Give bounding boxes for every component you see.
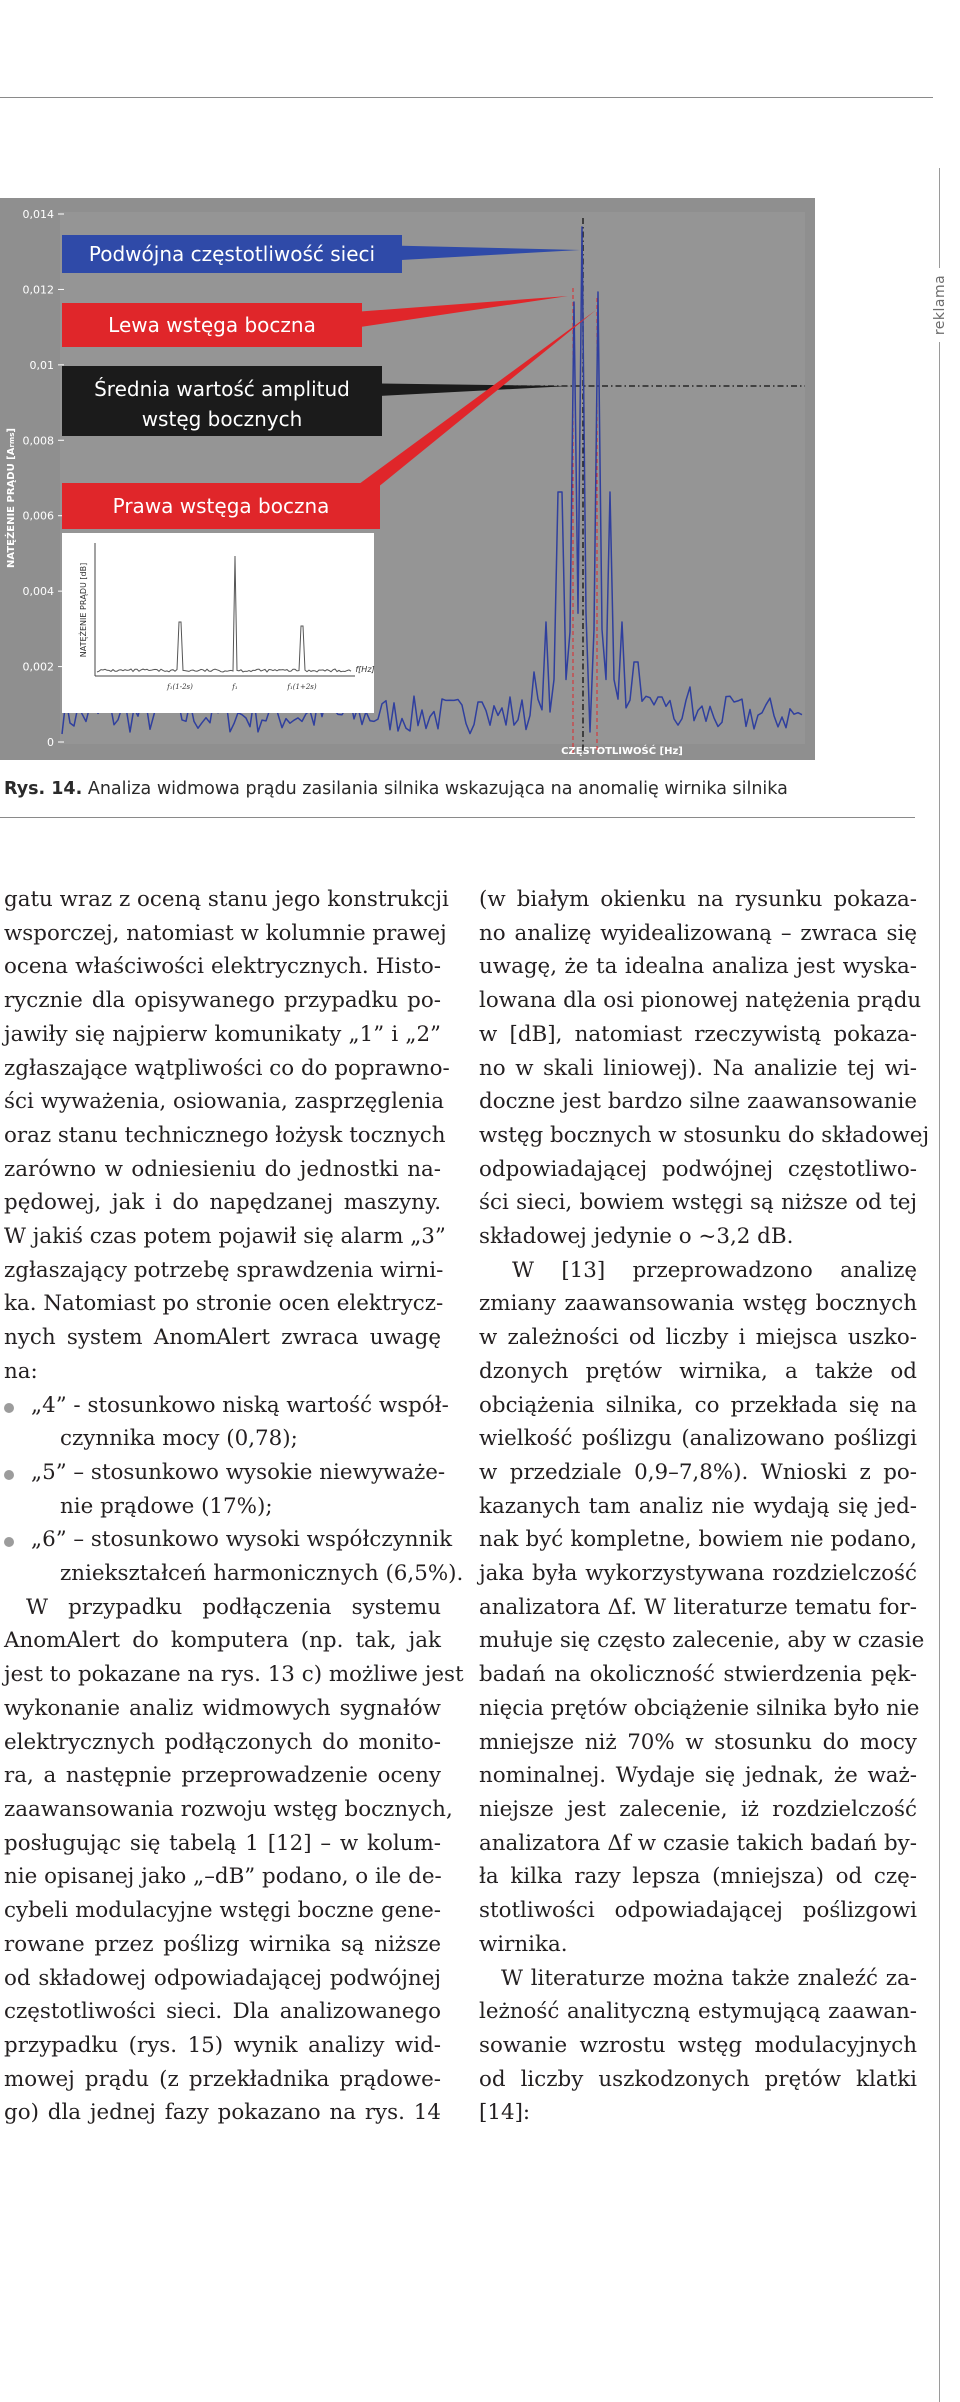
paragraph-line: przypadku (rys. 15) wynik analizy wid- <box>4 2032 441 2058</box>
paragraph-line: doczne jest bardzo silne zaawansowanie <box>479 1089 917 1115</box>
paragraph-line: W [13] przeprowadzono analizę <box>512 1257 917 1283</box>
y-tick-label: 0,008 <box>22 434 54 448</box>
paragraph-line: cybeli modulacyjne wstęgi boczne gene- <box>4 1898 441 1924</box>
paragraph-line: oraz stanu technicznego łożysk tocznych <box>4 1122 446 1148</box>
y-axis-title: NATĘŻENIE PRĄDU [Arms] <box>6 428 17 568</box>
mean-amplitude-label-1: Średnia wartość amplitud <box>94 377 350 401</box>
paragraph-line: ści sieci, bowiem wstęgi są niższe od tej <box>479 1190 917 1216</box>
caption-rule <box>0 817 915 818</box>
bullet-item: „5” – stosunkowo wysokie niewyważe- <box>4 1456 441 1490</box>
paragraph-line: lowana dla osi pionowej natężenia prądu <box>479 988 922 1014</box>
paragraph-line: niejsze jest zalecenie, iż rozdzielczość <box>479 1796 917 1822</box>
paragraph-line: no analizę wyidealizowaną – zwraca się <box>479 920 917 946</box>
paragraph-line: zaawansowania rozwoju wstęg bocznych, <box>4 1796 453 1822</box>
paragraph-line: rowane przez poślizg wirnika są niższe <box>4 1931 441 1957</box>
paragraph-line: no w skali liniowej). Na analizie tej wi- <box>479 1055 917 1081</box>
left-band-label: Lewa wstęga boczna <box>108 313 316 337</box>
y-tick-label: 0,014 <box>22 208 54 221</box>
paragraph-line: (w białym okienku na rysunku pokaza- <box>479 887 917 912</box>
y-tick-label: 0,002 <box>22 660 54 674</box>
paragraph-line: zarówno w odniesieniu do jednostki na- <box>4 1156 441 1182</box>
paragraph-line: jaka była wykorzystywana rozdzielczość <box>479 1561 917 1587</box>
paragraph-line: sowanie wzrostu wstęg modulacyjnych <box>479 2032 917 2058</box>
paragraph-line: obciążenia silnika, co przekłada się na <box>479 1392 917 1418</box>
paragraph-line: go) dla jednej fazy pokazano na rys. 14 <box>4 2100 441 2126</box>
inset-y-label: NATĘŻENIE PRĄDU [dB] <box>79 562 88 658</box>
bullet-continuation: nie prądowe (17%); <box>60 1493 273 1519</box>
paragraph-line: ka. Natomiast po stronie ocen elektrycz- <box>4 1291 444 1317</box>
inset-x-label: f[Hz] <box>355 665 375 674</box>
paragraph-line: od składowej odpowiadającej podwójnej <box>4 1965 441 1991</box>
paragraph-line: zmiany zaawansowania wstęg bocznych <box>479 1291 917 1317</box>
paragraph-line: nych system AnomAlert zwraca uwagę <box>4 1325 441 1351</box>
paragraph-line: W literaturze można także znaleźć za- <box>501 1965 917 1991</box>
paragraph-line: jest to pokazane na rys. 13 c) możliwe jest <box>4 1662 464 1688</box>
spectrum-figure <box>0 198 815 760</box>
paragraph-line: leżność analityczną estymującą zaawan- <box>479 1999 917 2025</box>
y-tick-label: 0,004 <box>22 585 54 599</box>
right-text-column <box>479 883 930 2130</box>
paragraph-line: w przedziale 0,9–7,8%). Wnioski z po- <box>479 1459 917 1485</box>
paragraph-line: na: <box>4 1358 38 1384</box>
paragraph-line: w zależności od liczby i miejsca uszko- <box>479 1325 917 1351</box>
paragraph-line: rycznie dla opisywanego przypadku po- <box>4 988 441 1014</box>
paragraph-line: wirnika. <box>479 1931 568 1957</box>
mean-amplitude-label-2: wstęg bocznych <box>141 407 303 431</box>
caption-label: Rys. 14. <box>4 779 83 799</box>
bullet-continuation: czynnika mocy (0,78); <box>60 1426 298 1452</box>
paragraph-line: zgłaszający potrzebę sprawdzenia wirni- <box>4 1257 444 1283</box>
right-band-label: Prawa wstęga boczna <box>112 494 330 518</box>
paragraph-line: składowej jedynie o ~3,2 dB. <box>479 1224 794 1250</box>
paragraph-line: od liczby uszkodzonych prętów klatki <box>479 2066 917 2092</box>
paragraph-line: nominalnej. Wydaje się jednak, że waż- <box>479 1763 917 1789</box>
paragraph-line: wielkość poślizgu (analizowano poślizgi <box>479 1426 917 1452</box>
paragraph-line: pędowej, jak i do napędzanej maszyny. <box>4 1190 441 1216</box>
paragraph-line: ra, a następnie przeprowadzenie oceny <box>4 1763 441 1789</box>
top-rule <box>0 97 933 98</box>
paragraph-line: [14]: <box>479 2100 531 2126</box>
paragraph-line: ła kilka razy lepsza (mniejsza) od czę- <box>479 1864 917 1890</box>
x-axis-title: CZĘSTOTLIWOŚĆ [Hz] <box>561 746 683 757</box>
paragraph-line: elektrycznych podłączonych do monito- <box>4 1729 441 1755</box>
inset-panel <box>62 533 374 713</box>
paragraph-line: mowej prądu (z przekładnika prądowe- <box>4 2066 441 2092</box>
y-tick-label: 0,006 <box>22 509 54 523</box>
side-rule-lower <box>939 342 940 2402</box>
paragraph-line: wykonanie analiz widmowych sygnałów <box>4 1695 441 1721</box>
bullet-continuation: zniekształceń harmonicznych (6,5%). <box>60 1561 464 1587</box>
paragraph-line: dzonych prętów wirnika, a także od <box>479 1358 917 1384</box>
paragraph-line: analizatora Δf w czasie takich badań by- <box>479 1830 917 1856</box>
paragraph-line: w [dB], natomiast rzeczywistą pokaza- <box>479 1021 917 1047</box>
side-advert-label: reklama <box>932 274 949 336</box>
paragraph-line: mniejsze niż 70% w stosunku do mocy <box>479 1729 917 1755</box>
side-rule-upper <box>939 168 940 268</box>
double-frequency-label: Podwójna częstotliwość sieci <box>88 242 376 266</box>
idealized-spectrum-inset <box>62 533 375 713</box>
paragraph-line: nie opisanej jako „–dB” podano, o ile de- <box>4 1864 442 1890</box>
paragraph-line: uwagę, że ta idealna analiza jest wyska- <box>479 954 917 980</box>
paragraph-line: wsporczej, natomiast w kolumnie prawej <box>4 920 447 946</box>
paragraph-line: ocena właściwości elektrycznych. Histo- <box>4 954 441 980</box>
paragraph-line: mułuje się często zalecenie, aby w czasie <box>479 1628 925 1654</box>
caption-text: Analiza widmowa prądu zasilania silnika wskazująca na anomalię wirnika silnika <box>87 779 788 799</box>
paragraph-line: analizatora Δf. W literaturze tematu for- <box>479 1594 917 1620</box>
y-tick-label: 0,012 <box>22 283 54 297</box>
y-tick-label: 0 <box>47 736 54 749</box>
paragraph-line: zgłaszające wątpliwości co do poprawno- <box>4 1055 450 1081</box>
paragraph-line: nak być kompletne, bowiem nie podano, <box>479 1527 917 1553</box>
bullet-item: „4” - stosunkowo niską wartość współ- <box>4 1389 441 1423</box>
paragraph-line: gatu wraz z oceną stanu jego konstrukcji <box>4 887 449 912</box>
paragraph-line: badań na okoliczność stwierdzenia pęk- <box>479 1662 917 1688</box>
paragraph-line: AnomAlert do komputera (np. tak, jak <box>4 1628 441 1654</box>
paragraph-line: odpowiadającej podwójnej częstotliwo- <box>479 1156 917 1182</box>
paragraph-line: ści wyważenia, osiowania, zasprzęglenia <box>4 1089 444 1115</box>
paragraph-line: posługując się tabelą 1 [12] – w kolum- <box>4 1830 441 1856</box>
paragraph-line: W przypadku podłączenia systemu <box>26 1594 441 1620</box>
paragraph-line: wstęg bocznych w stosunku do składowej <box>479 1122 930 1148</box>
spectrum-chart <box>0 198 815 760</box>
paragraph-line: jawiły się najpierw komunikaty „1” i „2” <box>4 1021 441 1047</box>
inset-tick-right: f₁(1+2s) <box>287 683 317 691</box>
paragraph-line: nięcia prętów obciążenie silnika było nie <box>479 1695 920 1721</box>
paragraph-line: W jakiś czas potem pojawił się alarm „3” <box>4 1224 446 1250</box>
paragraph-line: kazanych tam analiz nie wydają się jed- <box>479 1493 917 1519</box>
left-text-column <box>4 883 464 2130</box>
paragraph-line: częstotliwości sieci. Dla analizowanego <box>4 1999 441 2025</box>
inset-tick-centre: f₁ <box>232 683 238 691</box>
y-tick-label: 0,01 <box>29 358 54 372</box>
bullet-item: „6” – stosunkowo wysoki współczynnik <box>4 1523 441 1557</box>
inset-tick-left: f₁(1-2s) <box>167 683 193 691</box>
paragraph-line: stotliwości odpowiadającej poślizgowi <box>479 1898 917 1924</box>
figure-caption <box>4 779 914 799</box>
